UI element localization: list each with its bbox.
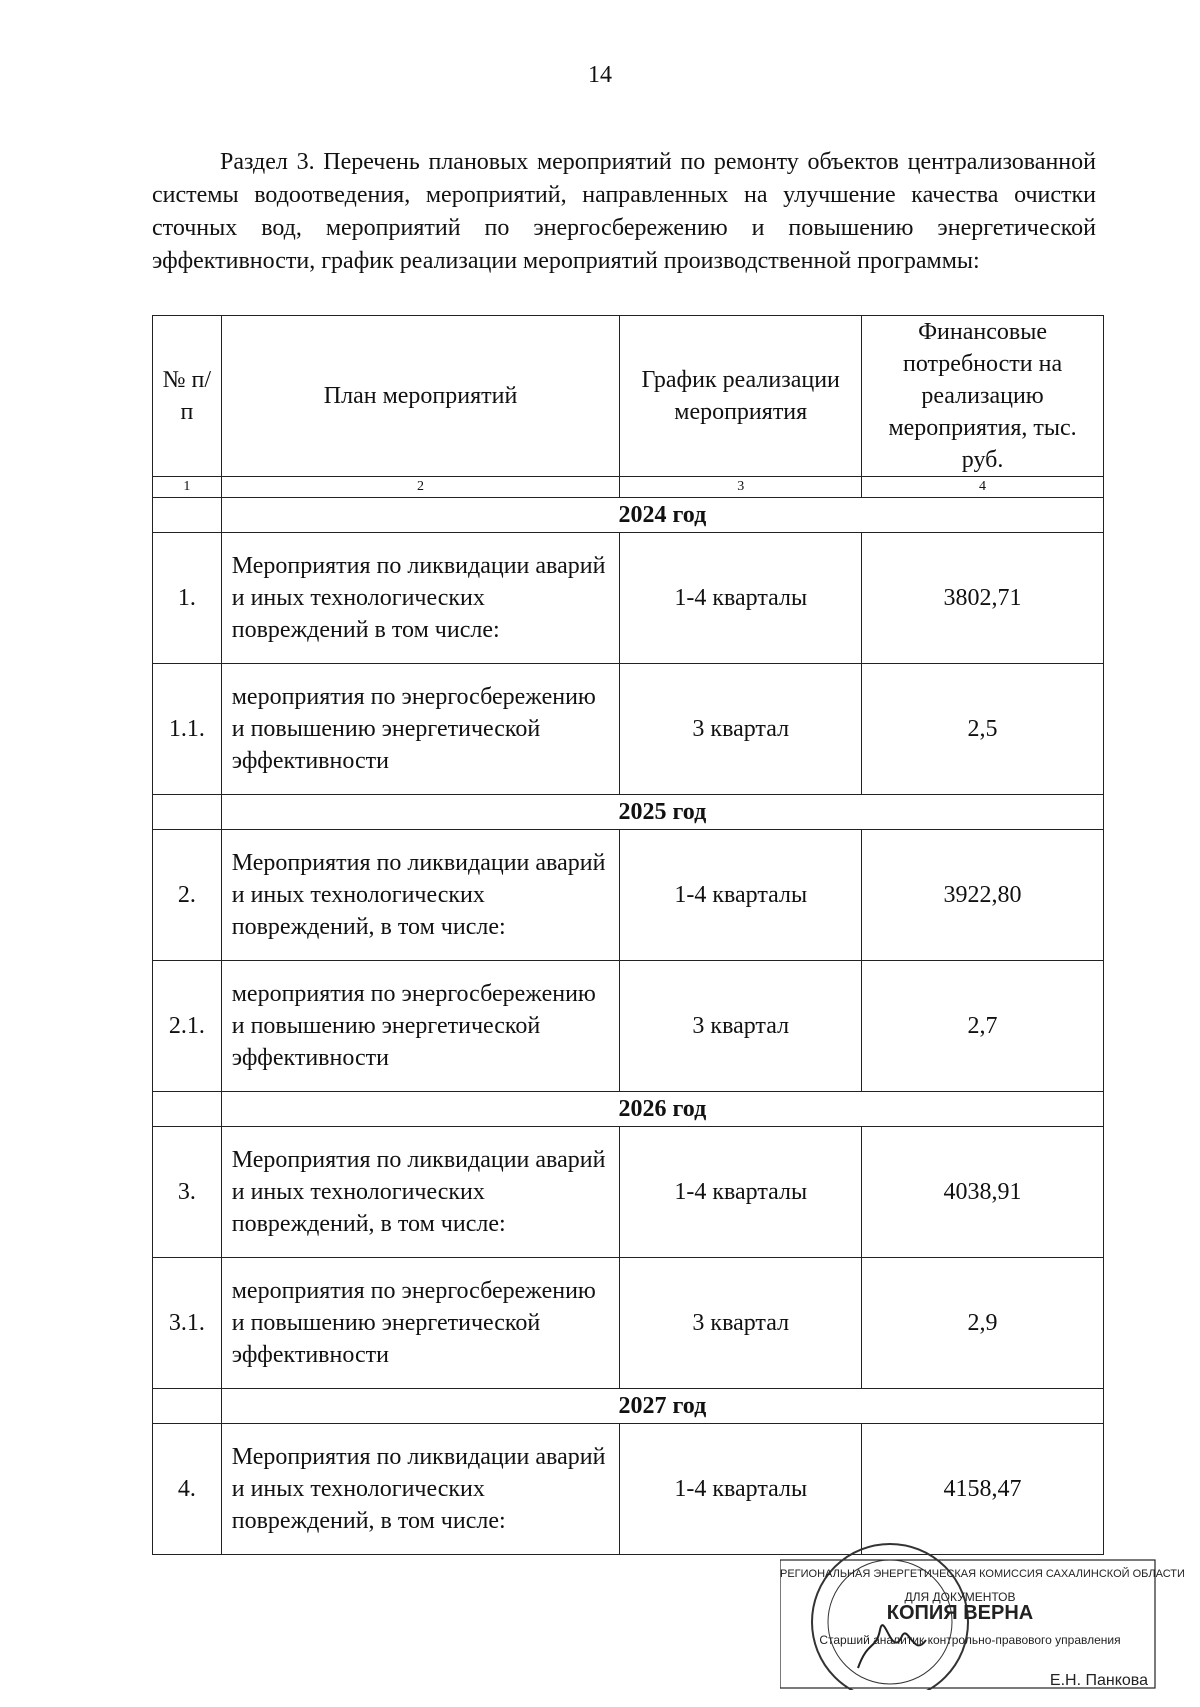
column-number: 1 (153, 477, 222, 498)
stamp-position: Старший аналитик контрольно-правового управления (819, 1633, 1121, 1647)
row-plan: мероприятия по энергосбережению и повышению энергетической эффективности (221, 961, 620, 1092)
header-num: № п/п (153, 316, 222, 477)
column-number: 4 (862, 477, 1104, 498)
table-row (153, 830, 1104, 961)
row-schedule: 3 квартал (620, 1258, 862, 1389)
row-plan: Мероприятия по ликвидации аварий и иных технологических повреждений в том числе: (221, 533, 620, 664)
row-schedule: 1-4 кварталы (620, 1424, 862, 1555)
column-number-row (153, 477, 1104, 498)
row-num: 4. (153, 1424, 222, 1555)
table-row (153, 1258, 1104, 1389)
page-number: 14 (588, 62, 612, 88)
table-header-row (153, 316, 1104, 477)
row-plan: Мероприятия по ликвидации аварий и иных технологических повреждений, в том числе: (221, 1127, 620, 1258)
row-num: 3.1. (153, 1258, 222, 1389)
year-label: 2025 год (221, 795, 1103, 830)
year-label: 2027 год (221, 1389, 1103, 1424)
stamp-signer-name: Е.Н. Панкова (1049, 1672, 1148, 1689)
header-finance: Финансовые потребности на реализацию мероприятия, тыс. руб. (862, 316, 1104, 477)
row-num: 2.1. (153, 961, 222, 1092)
row-schedule: 1-4 кварталы (620, 533, 862, 664)
year-row (153, 795, 1104, 830)
row-schedule: 1-4 кварталы (620, 830, 862, 961)
year-label: 2024 год (221, 498, 1103, 533)
row-plan: Мероприятия по ликвидации аварий и иных технологических повреждений, в том числе: (221, 830, 620, 961)
row-finance: 3802,71 (862, 533, 1104, 664)
row-num: 3. (153, 1127, 222, 1258)
row-schedule: 3 квартал (620, 961, 862, 1092)
row-finance: 4158,47 (862, 1424, 1104, 1555)
stamp-for-documents: ДЛЯ ДОКУМЕНТОВ (904, 1590, 1016, 1604)
year-label: 2026 год (221, 1092, 1103, 1127)
year-row (153, 1389, 1104, 1424)
table-row (153, 961, 1104, 1092)
plan-table (152, 315, 1104, 1555)
row-finance: 2,5 (862, 664, 1104, 795)
row-plan: мероприятия по энергосбережению и повышению энергетической эффективности (221, 1258, 620, 1389)
table-row (153, 1127, 1104, 1258)
header-schedule: График реализации мероприятия (620, 316, 862, 477)
row-num: 2. (153, 830, 222, 961)
year-row (153, 498, 1104, 533)
row-schedule: 1-4 кварталы (620, 1127, 862, 1258)
row-plan: мероприятия по энергосбережению и повышению энергетической эффективности (221, 664, 620, 795)
table-row (153, 664, 1104, 795)
row-num: 1. (153, 533, 222, 664)
table-row (153, 533, 1104, 664)
row-num: 1.1. (153, 664, 222, 795)
row-finance: 2,7 (862, 961, 1104, 1092)
row-schedule: 3 квартал (620, 664, 862, 795)
header-plan: План мероприятий (221, 316, 620, 477)
row-plan: Мероприятия по ликвидации аварий и иных технологических повреждений, в том числе: (221, 1424, 620, 1555)
table-row (153, 1424, 1104, 1555)
column-number: 3 (620, 477, 862, 498)
row-finance: 2,9 (862, 1258, 1104, 1389)
stamp-organization: РЕГИОНАЛЬНАЯ ЭНЕРГЕТИЧЕСКАЯ КОМИССИЯ САХАЛИНСКОЙ ОБЛАСТИ (780, 1568, 1185, 1580)
column-number: 2 (221, 477, 620, 498)
stamp-copy-mark: КОПИЯ ВЕРНА (886, 1602, 1034, 1624)
row-finance: 3922,80 (862, 830, 1104, 961)
section-intro: Раздел 3. Перечень плановых мероприятий по ремонту объектов централизованной системы водоотведения, мероприятий, направленных на улучшение качества очистки сточных вод, мероприятий по энергосбережению и повышению энергетической эффективности, график реализации мероприятий производственной программы: (152, 149, 1096, 274)
row-finance: 4038,91 (862, 1127, 1104, 1258)
year-row (153, 1092, 1104, 1127)
